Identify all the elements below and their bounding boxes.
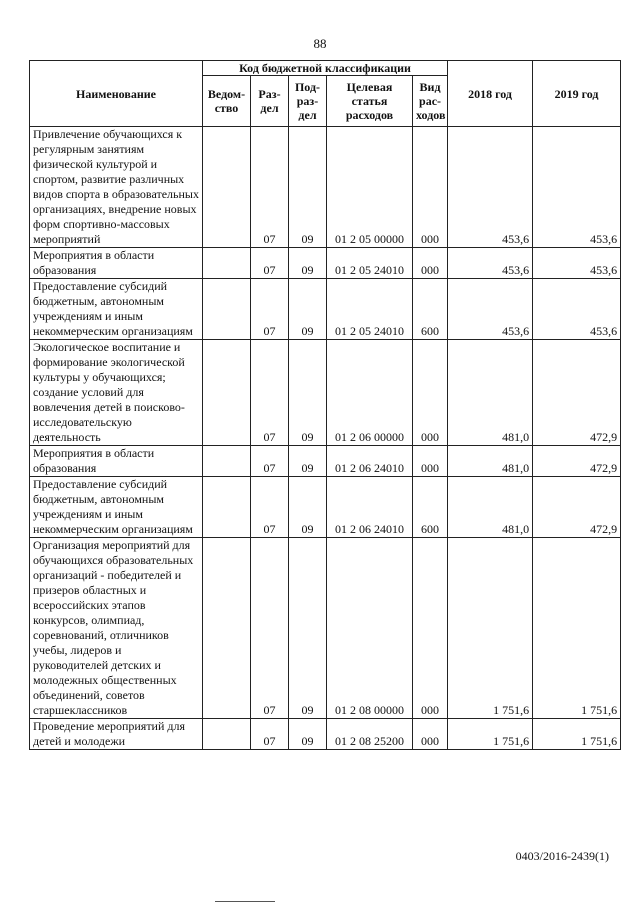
header-podrazdel: [289, 76, 327, 127]
row-2018: 481,0: [448, 446, 533, 477]
header-vedomstvo-line: Ведом-: [207, 87, 246, 101]
row-expense-type: 000: [413, 248, 448, 279]
row-2019: 453,6: [533, 248, 621, 279]
row-ved: [203, 446, 251, 477]
row-name: Привлечение обучающихся к регулярным занятиям физической культурой и спортом, развитие различных видов спорта в образовательных организациях, внедрение новых форм спортивно-массовых мероприятий: [30, 127, 203, 248]
row-podrazdel: 09: [289, 477, 327, 538]
row-2019: 1 751,6: [533, 538, 621, 719]
header-expense-type-line: рас-: [419, 94, 442, 108]
row-2019: 472,9: [533, 340, 621, 446]
header-vedomstvo: [203, 76, 251, 127]
table-row: [30, 127, 621, 248]
footer-divider: [215, 901, 275, 902]
table-row: [30, 279, 621, 340]
header-target-article-line: Целевая: [346, 80, 393, 94]
row-2018: 1 751,6: [448, 719, 533, 750]
row-name: Проведение мероприятий для детей и молодежи: [30, 719, 203, 750]
header-expense-type-line: Вид: [419, 80, 441, 94]
row-razdel: 07: [251, 340, 289, 446]
row-razdel: 07: [251, 248, 289, 279]
row-ved: [203, 477, 251, 538]
row-target-article: 01 2 05 00000: [327, 127, 413, 248]
row-target-article: 01 2 05 24010: [327, 248, 413, 279]
row-2019: 453,6: [533, 279, 621, 340]
header-2018: 2018 год: [448, 61, 533, 127]
row-name: Экологическое воспитание и формирование экологической культуры у обучающихся; создание условий для вовлечения детей в поисково-исследовательскую деятельность: [30, 340, 203, 446]
header-razdel: [251, 76, 289, 127]
header-target-article-line: расходов: [345, 108, 394, 122]
header-name: Наименование: [30, 61, 203, 127]
row-2018: 453,6: [448, 279, 533, 340]
row-podrazdel: 09: [289, 279, 327, 340]
table-row: [30, 477, 621, 538]
row-razdel: 07: [251, 719, 289, 750]
table-row: [30, 446, 621, 477]
row-name: Мероприятия в области образования: [30, 248, 203, 279]
document-code: 0403/2016-2439(1): [515, 849, 609, 863]
row-target-article: 01 2 06 24010: [327, 446, 413, 477]
table-row: [30, 538, 621, 719]
row-target-article: 01 2 08 00000: [327, 538, 413, 719]
header-podrazdel-line: раз-: [296, 94, 319, 108]
row-2019: 472,9: [533, 477, 621, 538]
header-podrazdel-line: дел: [298, 108, 317, 122]
row-2019: 1 751,6: [533, 719, 621, 750]
row-name: Организация мероприятий для обучающихся образовательных организаций - победителей и призеров областных и всероссийских этапов конкурсов, олимпиад, соревнований, отличников учебы, лидеров и руководителей детских и молодежных общественных объединений, советов старшеклассников: [30, 538, 203, 719]
row-expense-type: 000: [413, 719, 448, 750]
row-ved: [203, 279, 251, 340]
header-target-article: [327, 76, 413, 127]
row-razdel: 07: [251, 279, 289, 340]
row-expense-type: 600: [413, 279, 448, 340]
table-row: [30, 340, 621, 446]
row-name: Предоставление субсидий бюджетным, автономным учреждениям и иным некоммерческим организациям: [30, 477, 203, 538]
page-number: 88: [313, 36, 327, 51]
row-expense-type: 000: [413, 538, 448, 719]
row-target-article: 01 2 06 00000: [327, 340, 413, 446]
row-ved: [203, 127, 251, 248]
row-2018: 1 751,6: [448, 538, 533, 719]
header-podrazdel-line: Под-: [294, 80, 321, 94]
row-2018: 481,0: [448, 477, 533, 538]
header-razdel-line: Раз-: [258, 87, 281, 101]
row-target-article: 01 2 08 25200: [327, 719, 413, 750]
row-podrazdel: 09: [289, 340, 327, 446]
row-ved: [203, 538, 251, 719]
header-razdel-line: дел: [260, 101, 279, 115]
header-expense-type-line: ходов: [416, 108, 446, 122]
row-2019: 453,6: [533, 127, 621, 248]
header-target-article-line: статья: [351, 94, 388, 108]
row-ved: [203, 719, 251, 750]
row-razdel: 07: [251, 127, 289, 248]
row-target-article: 01 2 05 24010: [327, 279, 413, 340]
row-target-article: 01 2 06 24010: [327, 477, 413, 538]
row-podrazdel: 09: [289, 538, 327, 719]
row-2018: 481,0: [448, 340, 533, 446]
row-ved: [203, 340, 251, 446]
row-razdel: 07: [251, 446, 289, 477]
row-podrazdel: 09: [289, 127, 327, 248]
table-row: [30, 719, 621, 750]
row-podrazdel: 09: [289, 446, 327, 477]
row-2019: 472,9: [533, 446, 621, 477]
row-2018: 453,6: [448, 248, 533, 279]
row-2018: 453,6: [448, 127, 533, 248]
budget-table: [29, 60, 621, 750]
row-expense-type: 000: [413, 340, 448, 446]
row-expense-type: 600: [413, 477, 448, 538]
row-razdel: 07: [251, 538, 289, 719]
header-2019: 2019 год: [533, 61, 621, 127]
header-vedomstvo-line: ство: [214, 101, 239, 115]
row-podrazdel: 09: [289, 248, 327, 279]
row-ved: [203, 248, 251, 279]
row-name: Предоставление субсидий бюджетным, автономным учреждениям и иным некоммерческим организациям: [30, 279, 203, 340]
table-row: [30, 248, 621, 279]
row-razdel: 07: [251, 477, 289, 538]
row-expense-type: 000: [413, 446, 448, 477]
header-budget-code-group: Код бюджетной классификации: [203, 61, 448, 76]
row-expense-type: 000: [413, 127, 448, 248]
header-expense-type: [413, 76, 448, 127]
row-name: Мероприятия в области образования: [30, 446, 203, 477]
row-podrazdel: 09: [289, 719, 327, 750]
